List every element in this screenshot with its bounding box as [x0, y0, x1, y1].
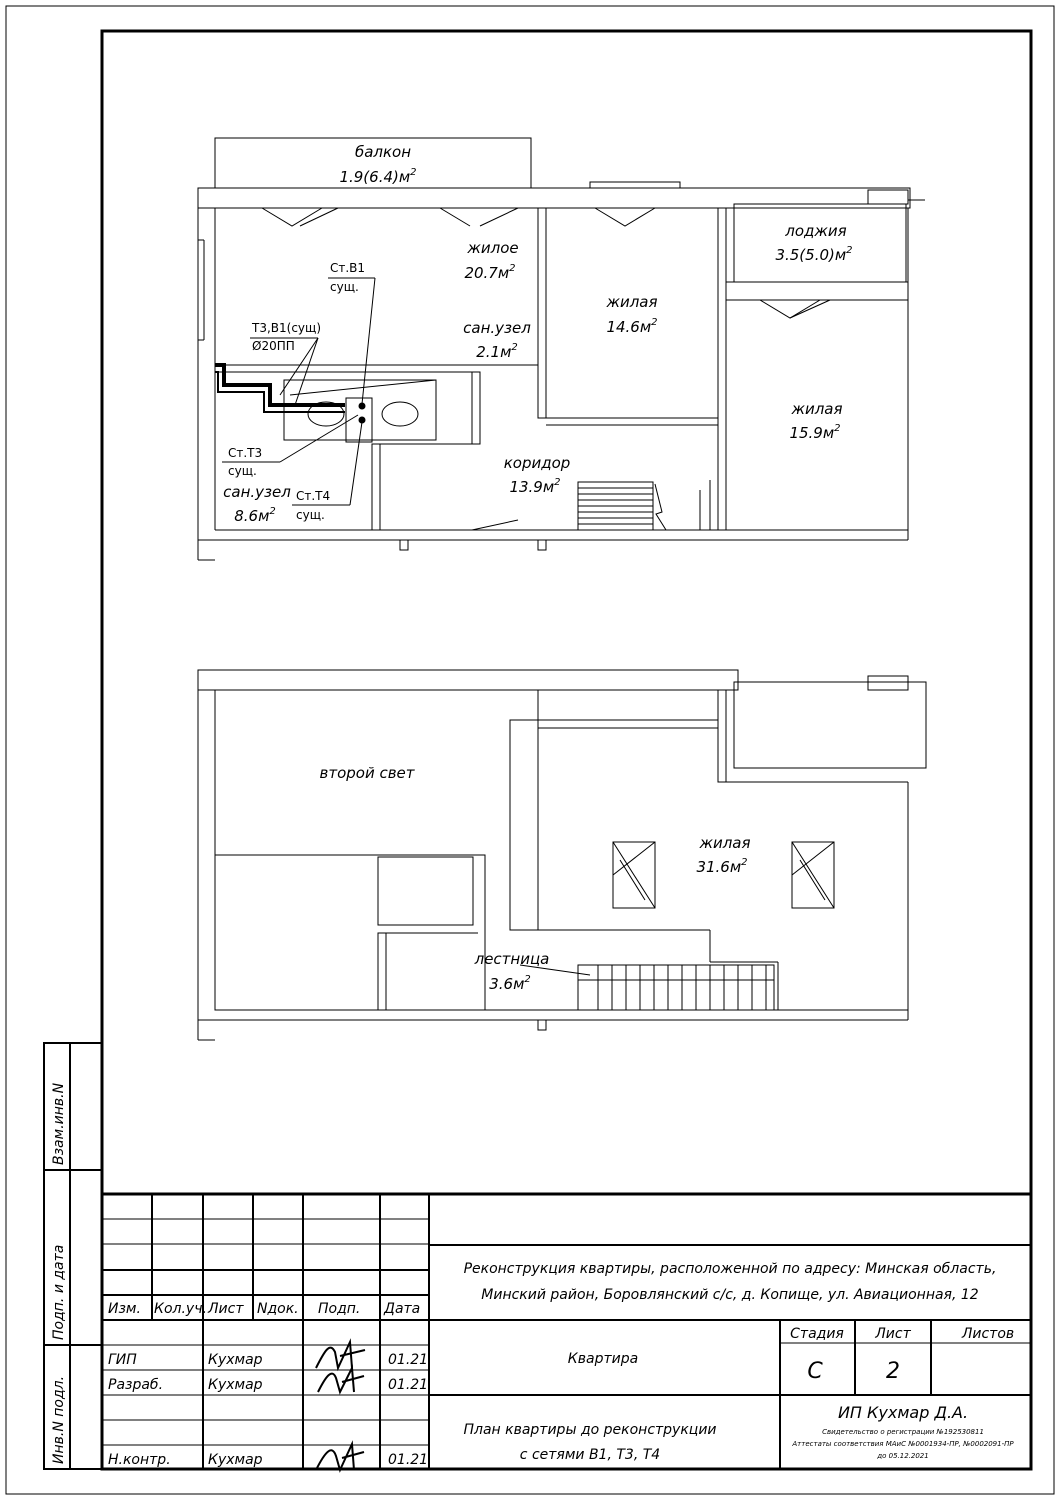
project-line-1: Реконструкция квартиры, расположенной по адресу: Минская область,	[463, 1261, 997, 1277]
room-area-stairs: $3.6м^2$	[489, 974, 531, 993]
signature-marks	[316, 1342, 365, 1470]
stage-label: Стадия	[790, 1326, 844, 1342]
callout-st-b1-top: Ст.В1	[330, 261, 366, 275]
room-area-wc-small: $2.1м^2$	[476, 342, 518, 361]
room-area-living-top: $31.6м^2$	[696, 857, 748, 876]
th-data: Дата	[384, 1301, 421, 1317]
th-podp: Подп.	[318, 1301, 361, 1317]
sheet-value: 2	[886, 1359, 900, 1384]
stamp-vzam: Взам.инв.N	[51, 1082, 67, 1165]
sheet-title-2: с сетями В1, Т3, Т4	[519, 1447, 661, 1463]
callout-st-t3-bottom: сущ.	[228, 464, 257, 478]
room-name-balcony: балкон	[354, 143, 412, 161]
callout-st-t4-bottom: сущ.	[296, 508, 325, 522]
room-name-loggia: лоджия	[785, 222, 847, 240]
room-area-balcony: $1.9(6.4)м^2$	[339, 167, 417, 186]
project-line-2: Минский район, Боровлянский с/с, д. Копище, ул. Авиационная, 12	[481, 1287, 979, 1303]
role-razrab: Разраб.	[108, 1377, 164, 1393]
room-area-living3: $15.9м^2$	[789, 423, 841, 442]
date-razrab: 01.21	[388, 1377, 429, 1393]
stamp-podp: Подп. и дата	[51, 1244, 67, 1340]
room-name-corridor: коридор	[503, 454, 571, 472]
th-ndok: Nдок.	[257, 1301, 299, 1317]
room-name-living2: жилая	[606, 293, 658, 311]
sheet-label: Лист	[875, 1326, 911, 1342]
date-gip: 01.21	[388, 1352, 429, 1368]
room-area-wc-big: $8.6м^2$	[234, 506, 276, 525]
callout-pipes-bottom: Ø20ПП	[252, 339, 295, 353]
room-name-living3: жилая	[791, 400, 843, 418]
room-area-living1: $20.7м^2$	[464, 263, 516, 282]
room-area-living2: $14.6м^2$	[606, 317, 658, 336]
sheets-label: Листов	[961, 1326, 1015, 1342]
sheet-title-1: План квартиры до реконструкции	[463, 1422, 717, 1438]
room-name-wc-small: сан.узел	[463, 319, 531, 337]
room-area-corridor: $13.9м^2$	[509, 477, 561, 496]
role-nkontr: Н.контр.	[108, 1452, 171, 1468]
room-name-second-light: второй свет	[319, 764, 415, 782]
name-gip: Кухмар	[208, 1352, 263, 1368]
role-gip: ГИП	[108, 1352, 137, 1368]
th-izm: Изм.	[108, 1301, 141, 1317]
room-name-living-top: жилая	[699, 834, 751, 852]
th-list: Лист	[208, 1301, 244, 1317]
callout-st-t4-top: Ст.Т4	[296, 489, 331, 503]
upper-room-labels	[319, 764, 750, 993]
room-name-wc-big: сан.узел	[223, 483, 291, 501]
callout-pipes-top: Т3,В1(сущ)	[252, 321, 322, 335]
room-name-stairs: лестница	[474, 950, 550, 968]
date-nkontr: 01.21	[388, 1452, 429, 1468]
stage-value: С	[807, 1359, 823, 1384]
name-nkontr: Кухмар	[208, 1452, 263, 1468]
callout-st-t3-top: Ст.Т3	[228, 446, 263, 460]
stamp-inv: Инв.N подл.	[51, 1375, 67, 1464]
callout-st-b1-bottom: сущ.	[330, 280, 359, 294]
room-area-loggia: $3.5(5.0)м^2$	[775, 245, 853, 264]
cert-line-2: Аттестаты соответствия МАиС №0001934-ПР, №0002091-ПР	[792, 1440, 1014, 1448]
sheet-frame	[102, 31, 1031, 1469]
cert-line-1: Свидетельство о регистрации №192530811	[822, 1428, 984, 1436]
name-razrab: Кухмар	[208, 1377, 263, 1393]
upper-floor-plan	[198, 670, 926, 1040]
cert-line-3: до 05.12.2021	[877, 1452, 929, 1460]
company-name: ИП Кухмар Д.А.	[837, 1403, 969, 1422]
room-name-living1: жилое	[467, 239, 519, 257]
th-kol: Кол.уч.	[154, 1301, 207, 1317]
object-name: Квартира	[567, 1351, 639, 1367]
